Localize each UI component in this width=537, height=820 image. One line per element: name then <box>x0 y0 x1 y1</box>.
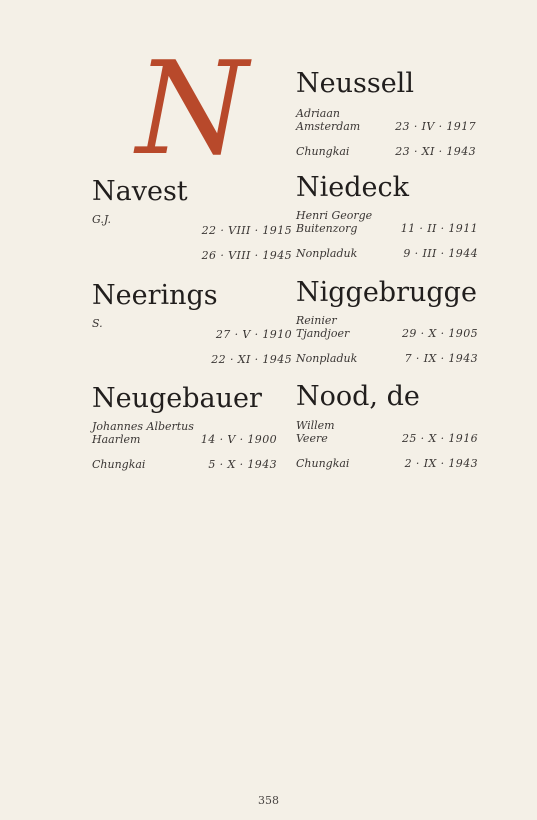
entry-death-row <box>296 458 478 469</box>
entry-neugebauer <box>92 385 292 470</box>
entry-birth-date: 25 · X · 1916 <box>401 432 478 445</box>
entry-death-place: Nonpladuk <box>296 352 358 365</box>
entry-navest <box>92 178 292 261</box>
entry-death-row <box>296 248 478 259</box>
entry-death-row <box>92 459 277 470</box>
entry-death-date: 7 · IX · 1943 <box>404 352 478 365</box>
entry-death-row <box>92 250 292 261</box>
entry-birth-place: Veere <box>296 432 328 445</box>
entry-death-place: Chungkai <box>92 458 146 471</box>
entry-birth-date: 11 · II · 1911 <box>400 222 478 235</box>
entry-nood-de <box>296 383 496 469</box>
entry-death-date: 5 · X · 1943 <box>208 458 277 471</box>
entry-death-place: Nonpladuk <box>296 247 358 260</box>
entry-birth-date: 23 · IV · 1917 <box>395 120 476 133</box>
entry-birth-place: Buitenzorg <box>296 222 358 235</box>
entry-birth-date-row <box>92 329 292 340</box>
entry-niedeck <box>296 174 496 259</box>
entry-birth-row <box>296 121 476 132</box>
entry-surname: Niggebrugge <box>296 277 477 308</box>
page-number: 358 <box>258 794 279 807</box>
entry-death-place: Chungkai <box>296 145 350 158</box>
entry-surname: Nood, de <box>296 381 420 412</box>
entry-birth-date-row <box>92 225 292 236</box>
entry-death-date: 26 · VIII · 1945 <box>201 249 292 262</box>
entry-surname: Navest <box>92 176 188 207</box>
entry-death-date: 23 · XI · 1943 <box>395 145 476 158</box>
entry-death-row <box>92 354 292 365</box>
entry-birth-row <box>296 433 478 444</box>
entry-birth-place: G.J. <box>92 213 111 226</box>
entry-given-names: Willem <box>296 419 335 432</box>
entry-death-row <box>296 353 478 364</box>
entry-surname: Neussell <box>296 68 414 99</box>
entry-birth-place: Tjandjoer <box>296 327 350 340</box>
entry-surname: Neerings <box>92 280 218 311</box>
entry-given-names: Henri George <box>296 209 373 222</box>
entry-niggebrugge <box>296 279 496 364</box>
entry-birth-date: 27 · V · 1910 <box>215 328 292 341</box>
entry-death-place: Chungkai <box>296 457 350 470</box>
entry-neussell <box>296 70 496 157</box>
entry-given-names: Reinier <box>296 314 337 327</box>
entry-death-date: 2 · IX · 1943 <box>404 457 478 470</box>
drop-cap-letter: N <box>136 35 246 184</box>
entry-death-date: 9 · III · 1944 <box>403 247 478 260</box>
entry-given-names: Adriaan <box>296 107 340 120</box>
entry-birth-place: S. <box>92 317 103 330</box>
entry-death-row <box>296 146 476 157</box>
entry-birth-place: Amsterdam <box>296 120 361 133</box>
entry-surname: Niedeck <box>296 172 409 203</box>
entry-birth-date: 14 · V · 1900 <box>200 433 277 446</box>
entry-birth-date: 29 · X · 1905 <box>401 327 478 340</box>
entry-birth-row <box>296 328 478 339</box>
entry-given-names: Johannes Albertus <box>92 420 194 433</box>
entry-birth-row <box>296 223 478 234</box>
entry-surname: Neugebauer <box>92 383 262 414</box>
entry-birth-date: 22 · VIII · 1915 <box>201 224 292 237</box>
entry-neerings <box>92 282 292 365</box>
entry-birth-row <box>92 434 277 445</box>
entry-death-date: 22 · XI · 1945 <box>211 353 292 366</box>
entry-birth-place: Haarlem <box>92 433 141 446</box>
